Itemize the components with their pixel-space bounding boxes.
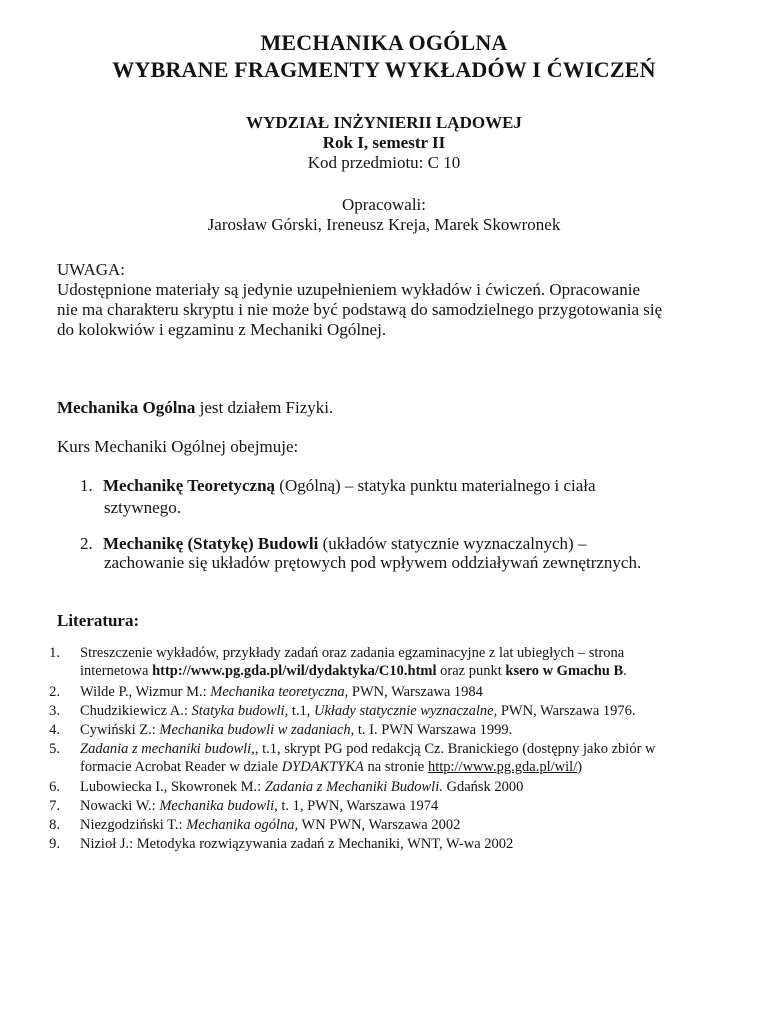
topic-line-2: zachowanie się układów prętowych pod wpływem oddziaływań zewnętrznych. bbox=[104, 553, 642, 572]
literature-number: 1. bbox=[49, 645, 60, 661]
literature-text: Streszczenie wykładów, przykłady zadań oraz zadania egzaminacyjne z lat ubiegłych – strona bbox=[80, 645, 625, 661]
literature-title: Mechanika teoretyczna, bbox=[210, 684, 349, 700]
literature-number: 9. bbox=[49, 836, 60, 852]
literature-item-line-2 bbox=[80, 759, 582, 776]
literature-title: Mechanika ogólna, bbox=[186, 817, 299, 833]
topic-number: 2. bbox=[80, 534, 93, 553]
intro-bold: Mechanika Ogólna bbox=[57, 398, 196, 417]
literature-text: . bbox=[623, 663, 627, 679]
topic-bold: Mechanikę Teoretyczną bbox=[103, 476, 276, 495]
literature-link[interactable]: http://www.pg.gda.pl/wil/dydaktyka/C10.html bbox=[152, 663, 437, 679]
literature-item-line-2 bbox=[80, 663, 627, 680]
notice-label: UWAGA: bbox=[57, 260, 125, 279]
notice-line: nie ma charakteru skryptu i nie może być podstawą do samodzielnego przygotowania się bbox=[57, 300, 663, 319]
literature-number: 4. bbox=[49, 722, 60, 738]
literature-publisher: t. I. PWN Warszawa 1999. bbox=[354, 722, 513, 738]
notice-line: Udostępnione materiały są jedynie uzupełnieniem wykładów i ćwiczeń. Opracowanie bbox=[57, 280, 640, 299]
intro-rest: jest działem Fizyki. bbox=[195, 398, 334, 417]
literature-title: Zadania z mechaniki budowli, bbox=[80, 741, 255, 757]
literature-text: internetowa bbox=[80, 663, 153, 679]
topic-number: 1. bbox=[80, 476, 93, 495]
literature-title: Mechanika budowli w zadaniach, bbox=[159, 722, 355, 738]
literature-text: ) bbox=[577, 759, 583, 775]
literature-publisher: WN PWN, Warszawa 2002 bbox=[298, 817, 461, 833]
topic-item bbox=[80, 476, 596, 496]
literature-title: Statyka budowli, bbox=[191, 703, 289, 719]
literature-publisher: t. 1, PWN, Warszawa 1974 bbox=[277, 798, 439, 814]
title-line-1: MECHANIKA OGÓLNA bbox=[260, 30, 508, 55]
literature-author: Lubowiecka I., Skowronek M.: bbox=[80, 779, 265, 795]
literature-publisher: Gdańsk 2000 bbox=[442, 779, 524, 795]
literature-text bbox=[80, 703, 636, 720]
literature-author: Niezgodziński T.: bbox=[80, 817, 187, 833]
topic-line-2: sztywnego. bbox=[104, 498, 181, 517]
course-scope-line: Kurs Mechaniki Ogólnej obejmuje: bbox=[57, 437, 299, 456]
literature-publisher: PWN, Warszawa 1976. bbox=[497, 703, 636, 719]
literature-text bbox=[80, 817, 460, 834]
literature-text bbox=[80, 741, 656, 758]
literature-number: 2. bbox=[49, 684, 60, 700]
literature-number: 5. bbox=[49, 741, 60, 757]
intro-sentence bbox=[57, 398, 333, 418]
literature-publisher: PWN, Warszawa 1984 bbox=[348, 684, 483, 700]
literature-number: 3. bbox=[49, 703, 60, 719]
title-line-2: WYBRANE FRAGMENTY WYKŁADÓW I ĆWICZEŃ bbox=[112, 57, 656, 82]
faculty: WYDZIAŁ INŻYNIERII LĄDOWEJ bbox=[246, 113, 522, 132]
topic-item bbox=[80, 534, 586, 554]
literature-text: oraz punkt bbox=[436, 663, 506, 679]
notice-line: do kolokwiów i egzaminu z Mechaniki Ogólnej. bbox=[57, 320, 387, 339]
literature-text: formacie Acrobat Reader w dziale bbox=[80, 759, 282, 775]
literature-text bbox=[80, 722, 512, 739]
literature-author: Nowacki W.: bbox=[80, 798, 160, 814]
literature-title: Układy statycznie wyznaczalne, bbox=[314, 703, 498, 719]
literature-number: 8. bbox=[49, 817, 60, 833]
prepared-label: Opracowali: bbox=[341, 195, 427, 214]
course-code: Kod przedmiotu: C 10 bbox=[307, 153, 461, 172]
literature-text bbox=[80, 684, 483, 701]
literature-text: Nizioł J.: Metodyka rozwiązywania zadań z Mechaniki, WNT, W-wa 2002 bbox=[80, 836, 514, 852]
literature-link[interactable]: http://www.pg.gda.pl/wil/ bbox=[427, 759, 578, 775]
literature-bold: ksero w Gmachu B bbox=[505, 663, 624, 679]
literature-author: Cywiński Z.: bbox=[80, 722, 160, 738]
topic-rest: (Ogólną) – statyka punktu materialnego i ciała bbox=[275, 476, 596, 495]
literature-text: t.1, bbox=[288, 703, 314, 719]
literature-title: Mechanika budowli, bbox=[159, 798, 278, 814]
year-semester: Rok I, semestr II bbox=[322, 133, 446, 152]
literature-heading: Literatura: bbox=[57, 611, 140, 630]
literature-text bbox=[80, 798, 438, 815]
literature-text bbox=[80, 779, 523, 796]
literature-text: , t.1, skrypt PG pod redakcją Cz. Branickiego (dostępny jako zbiór w bbox=[254, 741, 656, 757]
literature-author: Chudzikiewicz A.: bbox=[80, 703, 192, 719]
literature-author: Wilde P., Wizmur M.: bbox=[80, 684, 211, 700]
literature-text: na stronie bbox=[363, 759, 428, 775]
literature-number: 6. bbox=[49, 779, 60, 795]
authors: Jarosław Górski, Ireneusz Kreja, Marek Skowronek bbox=[207, 215, 561, 234]
literature-title: Zadania z Mechaniki Budowli. bbox=[264, 779, 443, 795]
literature-number: 7. bbox=[49, 798, 60, 814]
topic-rest: (układów statycznie wyznaczalnych) – bbox=[318, 534, 587, 553]
topic-bold: Mechanikę (Statykę) Budowli bbox=[103, 534, 319, 553]
literature-title: DYDAKTYKA bbox=[281, 759, 364, 775]
